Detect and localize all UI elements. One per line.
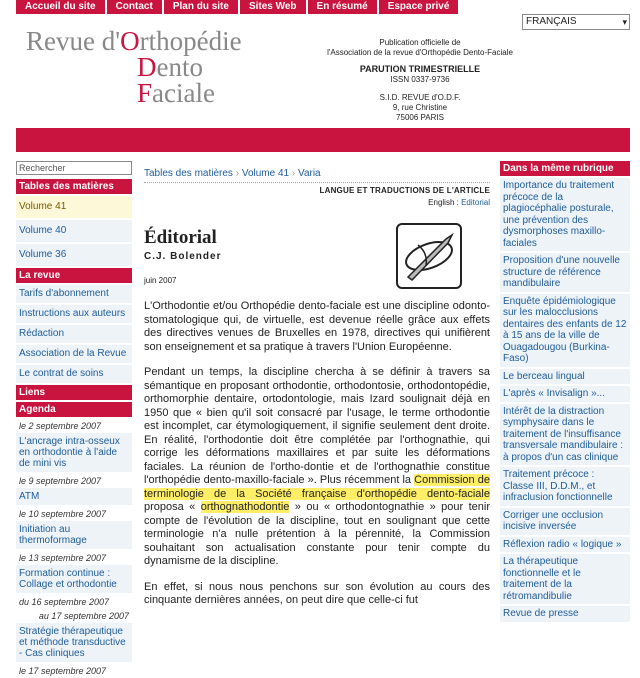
paragraph: L'Orthodontie et/ou Orthopédie dento-faciale est une discipline odonto-stomatologique qui, de virtuelle, est devenue réelle grâce aux effets des directives venues de Bruxelles en 1978, directives qui unifièrent son enseignement et sa pratique à travers l'Union Européenne. bbox=[144, 300, 490, 353]
sidebar-item-tarifs[interactable]: Tarifs d'abonnement bbox=[16, 285, 132, 303]
agenda-header[interactable]: Agenda bbox=[16, 402, 132, 417]
nav-espace-prive[interactable]: Espace privé bbox=[379, 0, 459, 14]
lang-english[interactable]: English bbox=[428, 198, 455, 207]
tables-header[interactable]: Tables des matières bbox=[16, 179, 132, 194]
language-section-title: LANGUE ET TRADUCTIONS DE L'ARTICLE bbox=[319, 186, 490, 195]
related-article[interactable]: Corriger une occlusion incisive inversée bbox=[500, 508, 630, 535]
sidebar-item-redaction[interactable]: Rédaction bbox=[16, 325, 132, 343]
agenda-event[interactable]: Formation continue : Collage et orthodontie bbox=[16, 565, 132, 593]
divider bbox=[144, 182, 490, 183]
nav-accueil[interactable]: Accueil du site bbox=[16, 0, 105, 14]
article-date: juin 2007 bbox=[144, 276, 177, 285]
related-article[interactable]: Importance du traitement précoce de la plagiocéphalie posturale, une prévention des dysmorphoses maxillo-faciales bbox=[500, 178, 630, 251]
pub-line: l'Association de la revue d'Orthopédie Dento-Faciale bbox=[327, 48, 513, 57]
agenda-date: le 2 septembre 2007 bbox=[16, 419, 132, 433]
sidebar-item-association[interactable]: Association de la Revue bbox=[16, 345, 132, 363]
breadcrumb-separator: › bbox=[291, 168, 296, 179]
agenda-event[interactable]: ATM bbox=[16, 488, 132, 505]
related-article[interactable]: Intérêt de la distraction symphysaire dans le traitement de l'insuffisance transversale mandibulaire : à propos d'un cas clinique bbox=[500, 404, 630, 466]
lang-editorial-link[interactable]: Editorial bbox=[461, 198, 490, 207]
pub-line: PARUTION TRIMESTRIELLE bbox=[359, 64, 481, 74]
related-article[interactable]: Enquête épidémiologique sur les malocclusions dentaires des enfants de 12 à 15 ans de la ville de Ouagadougou (Burkina-Faso) bbox=[500, 294, 630, 367]
pub-line: 75006 PARIS bbox=[396, 113, 444, 122]
pub-line: S.I.D. REVUE d'O.D.F. bbox=[379, 93, 461, 102]
agenda-event[interactable]: Stratégie thérapeutique et méthode transductive - Cas cliniques bbox=[16, 623, 132, 662]
nav-sites-web[interactable]: Sites Web bbox=[240, 0, 306, 14]
breadcrumb-tables[interactable]: Tables des matières bbox=[144, 168, 233, 179]
related-article[interactable]: Proposition d'une nouvelle structure de référence mandibulaire bbox=[500, 253, 630, 292]
language-select[interactable]: FRANÇAIS ▾ bbox=[522, 14, 630, 30]
agenda-date: le 17 septembre 2007 bbox=[16, 664, 132, 678]
highlighted-link[interactable]: Commission de terminologie de la Société française d'orthopédie dento-faciale bbox=[144, 474, 490, 500]
revue-header[interactable]: La revue bbox=[16, 268, 132, 283]
agenda-date: le 9 septembre 2007 bbox=[16, 474, 132, 488]
nav-contact[interactable]: Contact bbox=[107, 0, 162, 14]
breadcrumb-varia[interactable]: Varia bbox=[298, 168, 321, 179]
highlighted-link[interactable]: orthognathodontie bbox=[200, 501, 290, 513]
agenda-date: du 16 septembre 2007 bbox=[16, 595, 132, 609]
agenda-date: le 13 septembre 2007 bbox=[16, 551, 132, 565]
breadcrumb-separator: › bbox=[235, 168, 240, 179]
site-logo[interactable] bbox=[26, 28, 242, 106]
logo-letter-d: D bbox=[137, 52, 157, 82]
agenda-date: le 10 septembre 2007 bbox=[16, 507, 132, 521]
pub-line: 9, rue Christine bbox=[392, 103, 448, 112]
logo-text: ento bbox=[156, 52, 203, 82]
text: proposa « bbox=[144, 501, 201, 513]
text: Pendant un temps, la discipline chercha à se définir à travers sa sémantique en proposant orthodontie, orthodontosie, orthodontopédie, orthomorphie dentaire, ortodontologie, mais Izard soulignait déjà en 1950 que « bien qu'il soit consacré par l'usage, le terme orthodontie est incomplet, car étymologiquement, il signifie seulement dent droite. En réalité, l'orthodontie doit être complétée par l'orthognathie, qui corrige les déformations maxillaires et par suite les déformations faciales. La réunion de l'ortho-dontie et de l'orthognathie constitue l'orthopédie dento-maxillo-faciale ». Plus récemment la bbox=[144, 366, 490, 486]
paragraph: En effet, si nous nous penchons sur son évolution au cours des cinquante dernières années, on peut dire que celle-ci fut bbox=[144, 580, 490, 606]
text: » ou « orthodontognathie » pour tenir compte de l'évolution de la discipline, tout en soulignant que cette terminologie n'a nulle prétention à la pérennité, la Commission souhaitant son actualisation constante pour tenir compte du dynamisme de la discipline. bbox=[144, 501, 490, 567]
related-article[interactable]: Revue de presse bbox=[500, 606, 630, 622]
logo-text: aciale bbox=[152, 78, 215, 108]
nav-plan-du-site[interactable]: Plan du site bbox=[164, 0, 238, 14]
pub-line: Publication officielle de bbox=[379, 38, 461, 47]
publication-info bbox=[300, 38, 540, 123]
sidebar-item-volume-41[interactable]: Volume 41 bbox=[16, 196, 132, 218]
related-article[interactable]: L'après « Invisalign »... bbox=[500, 386, 630, 402]
top-nav bbox=[16, 0, 458, 14]
logo-letter-f: F bbox=[137, 78, 153, 108]
article-author: C.J. Bolender bbox=[144, 251, 222, 262]
related-article[interactable]: Réflexion radio « logique » bbox=[500, 537, 630, 553]
sidebar-item-volume-36[interactable]: Volume 36 bbox=[16, 244, 132, 266]
article bbox=[144, 168, 490, 608]
related-article[interactable]: Traitement précoce : Classe III, D.D.M., et infraclusion fonctionnelle bbox=[500, 467, 630, 506]
sidebar-item-volume-40[interactable]: Volume 40 bbox=[16, 220, 132, 242]
nav-en-resume[interactable]: En résumé bbox=[308, 0, 377, 14]
logo-letter-o: O bbox=[120, 26, 140, 56]
breadcrumb bbox=[144, 168, 490, 179]
logo-text: Revue d' bbox=[26, 26, 121, 56]
agenda-event[interactable]: L'ancrage intra-osseux en orthodontie à l'aide de mini vis bbox=[16, 433, 132, 472]
editorial-quill-icon bbox=[396, 223, 462, 289]
left-sidebar bbox=[16, 161, 132, 678]
liens-header[interactable]: Liens bbox=[16, 385, 132, 400]
sidebar-item-contrat[interactable]: Le contrat de soins bbox=[16, 365, 132, 383]
breadcrumb-volume[interactable]: Volume 41 bbox=[241, 168, 290, 179]
pub-line: ISSN 0337-9736 bbox=[390, 75, 450, 84]
logo-text: rthopédie bbox=[139, 26, 242, 56]
related-article[interactable]: La thérapeutique fonctionnelle et le traitement de la rétromandibulie bbox=[500, 554, 630, 604]
paragraph bbox=[144, 366, 490, 569]
header-banner bbox=[16, 128, 630, 152]
agenda-date-end: au 17 septembre 2007 bbox=[16, 609, 132, 623]
right-sidebar bbox=[500, 161, 630, 624]
language-links: English : Editorial bbox=[428, 198, 490, 207]
same-section-header: Dans la même rubrique bbox=[500, 161, 630, 176]
search-input[interactable]: Rechercher bbox=[16, 161, 132, 175]
related-article[interactable]: Le berceau lingual bbox=[500, 369, 630, 385]
sidebar-item-instructions[interactable]: Instructions aux auteurs bbox=[16, 305, 132, 323]
agenda-event[interactable]: Initiation au thermoformage bbox=[16, 521, 132, 549]
page-title: Éditorial bbox=[144, 227, 217, 248]
